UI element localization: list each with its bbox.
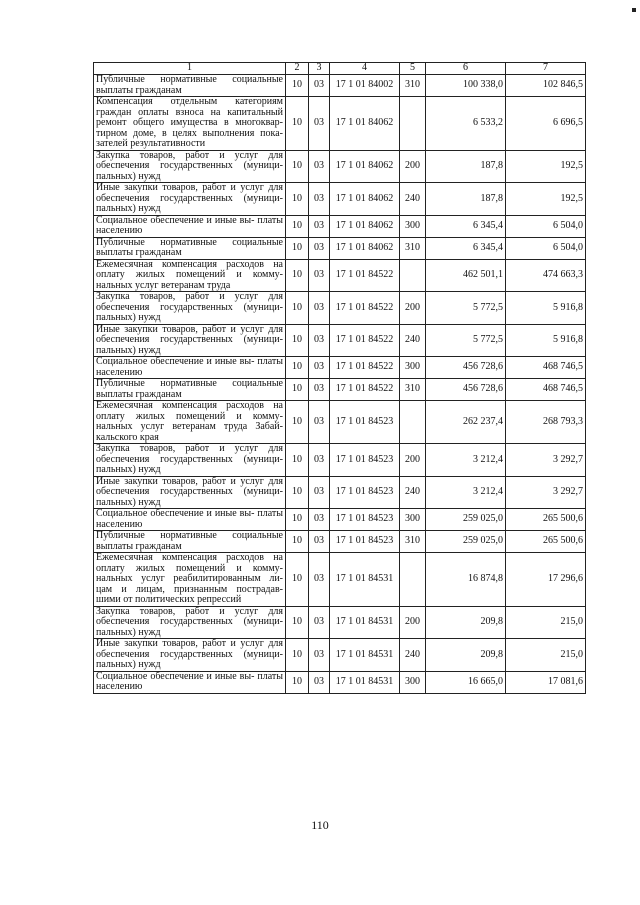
cell-amount-year-1: 187,8 [426, 183, 506, 216]
cell-amount-year-2: 468 746,5 [506, 379, 586, 401]
cell-subsection: 03 [309, 444, 330, 477]
cell-name: Закупка товаров, работ и услуг для обеспечения государственных (муници- пальных) нужд [94, 444, 286, 477]
cell-target-article: 17 1 01 84522 [330, 292, 400, 325]
cell-target-article: 17 1 01 84531 [330, 671, 400, 693]
cell-amount-year-2: 17 296,6 [506, 553, 586, 607]
cell-section: 10 [286, 606, 309, 639]
cell-subsection: 03 [309, 401, 330, 444]
cell-amount-year-2: 5 916,8 [506, 292, 586, 325]
table-body [94, 75, 586, 694]
cell-expense-type: 310 [400, 531, 426, 553]
cell-subsection: 03 [309, 237, 330, 259]
cell-target-article: 17 1 01 84522 [330, 379, 400, 401]
cell-expense-type: 240 [400, 476, 426, 509]
cell-subsection: 03 [309, 324, 330, 357]
cell-subsection: 03 [309, 476, 330, 509]
cell-amount-year-2: 102 846,5 [506, 75, 586, 97]
cell-amount-year-1: 3 212,4 [426, 476, 506, 509]
cell-subsection: 03 [309, 553, 330, 607]
cell-amount-year-2: 192,5 [506, 183, 586, 216]
cell-amount-year-1: 209,8 [426, 639, 506, 672]
col-header: 3 [309, 63, 330, 75]
cell-subsection: 03 [309, 183, 330, 216]
table-row [94, 444, 586, 477]
cell-target-article: 17 1 01 84062 [330, 150, 400, 183]
cell-subsection: 03 [309, 150, 330, 183]
table-row [94, 357, 586, 379]
cell-subsection: 03 [309, 75, 330, 97]
cell-amount-year-1: 259 025,0 [426, 531, 506, 553]
cell-name: Социальное обеспечение и иные вы- платы населению [94, 671, 286, 693]
table-row [94, 259, 586, 292]
table-row [94, 509, 586, 531]
cell-subsection: 03 [309, 671, 330, 693]
cell-section: 10 [286, 97, 309, 151]
cell-amount-year-1: 6 533,2 [426, 97, 506, 151]
cell-name: Компенсация отдельным категориям граждан оплаты взноса на капитальный ремонт общего имущества в многоквар- тирном доме, в целях выполнения пока- зателей результативности [94, 97, 286, 151]
cell-subsection: 03 [309, 215, 330, 237]
cell-name: Ежемесячная компенсация расходов на оплату жилых помещений и комму- нальных услуг ветеранам труда [94, 259, 286, 292]
cell-amount-year-2: 3 292,7 [506, 444, 586, 477]
cell-amount-year-2: 17 081,6 [506, 671, 586, 693]
cell-amount-year-2: 6 696,5 [506, 97, 586, 151]
cell-section: 10 [286, 324, 309, 357]
cell-amount-year-1: 262 237,4 [426, 401, 506, 444]
cell-target-article: 17 1 01 84062 [330, 215, 400, 237]
table-row [94, 324, 586, 357]
cell-section: 10 [286, 379, 309, 401]
cell-subsection: 03 [309, 531, 330, 553]
cell-name: Публичные нормативные социальные выплаты гражданам [94, 237, 286, 259]
col-header: 2 [286, 63, 309, 75]
cell-section: 10 [286, 292, 309, 325]
cell-amount-year-1: 456 728,6 [426, 357, 506, 379]
cell-name: Ежемесячная компенсация расходов на оплату жилых помещений и комму- нальных услуг реабилитированным ли- цам и лицам, признанным пострадав- шими от политических репрессий [94, 553, 286, 607]
cell-section: 10 [286, 237, 309, 259]
cell-name: Иные закупки товаров, работ и услуг для обеспечения государственных (муници- пальных) нужд [94, 183, 286, 216]
cell-section: 10 [286, 259, 309, 292]
table-row [94, 215, 586, 237]
cell-amount-year-1: 5 772,5 [426, 292, 506, 325]
cell-name: Ежемесячная компенсация расходов на оплату жилых помещений и комму- нальных услуг ветеранам труда Забай- кальского края [94, 401, 286, 444]
cell-amount-year-1: 6 345,4 [426, 237, 506, 259]
col-header: 4 [330, 63, 400, 75]
cell-amount-year-1: 462 501,1 [426, 259, 506, 292]
cell-expense-type: 240 [400, 183, 426, 216]
cell-amount-year-1: 100 338,0 [426, 75, 506, 97]
cell-expense-type: 240 [400, 324, 426, 357]
cell-amount-year-2: 6 504,0 [506, 237, 586, 259]
cell-amount-year-2: 3 292,7 [506, 476, 586, 509]
cell-name: Социальное обеспечение и иные вы- платы населению [94, 215, 286, 237]
cell-expense-type: 310 [400, 237, 426, 259]
col-header: 7 [506, 63, 586, 75]
col-header: 6 [426, 63, 506, 75]
cell-name: Социальное обеспечение и иные вы- платы населению [94, 357, 286, 379]
table-row [94, 476, 586, 509]
cell-section: 10 [286, 75, 309, 97]
cell-target-article: 17 1 01 84523 [330, 444, 400, 477]
cell-target-article: 17 1 01 84002 [330, 75, 400, 97]
cell-section: 10 [286, 357, 309, 379]
cell-amount-year-1: 187,8 [426, 150, 506, 183]
table-row [94, 183, 586, 216]
scan-artifact-dot [632, 8, 636, 12]
col-header: 5 [400, 63, 426, 75]
cell-amount-year-1: 3 212,4 [426, 444, 506, 477]
cell-section: 10 [286, 215, 309, 237]
cell-expense-type [400, 401, 426, 444]
table-row [94, 671, 586, 693]
cell-expense-type: 300 [400, 357, 426, 379]
cell-amount-year-1: 456 728,6 [426, 379, 506, 401]
cell-target-article: 17 1 01 84522 [330, 259, 400, 292]
cell-section: 10 [286, 444, 309, 477]
cell-section: 10 [286, 476, 309, 509]
cell-name: Закупка товаров, работ и услуг для обеспечения государственных (муници- пальных) нужд [94, 292, 286, 325]
cell-expense-type: 200 [400, 444, 426, 477]
cell-subsection: 03 [309, 379, 330, 401]
table-row [94, 639, 586, 672]
cell-amount-year-2: 268 793,3 [506, 401, 586, 444]
cell-expense-type: 240 [400, 639, 426, 672]
cell-expense-type: 300 [400, 509, 426, 531]
cell-name: Закупка товаров, работ и услуг для обеспечения государственных (муници- пальных) нужд [94, 606, 286, 639]
cell-name: Публичные нормативные социальные выплаты гражданам [94, 531, 286, 553]
cell-amount-year-1: 209,8 [426, 606, 506, 639]
cell-subsection: 03 [309, 606, 330, 639]
cell-section: 10 [286, 639, 309, 672]
cell-target-article: 17 1 01 84522 [330, 357, 400, 379]
table-row [94, 75, 586, 97]
table-row [94, 237, 586, 259]
cell-amount-year-1: 16 665,0 [426, 671, 506, 693]
cell-subsection: 03 [309, 259, 330, 292]
cell-amount-year-2: 265 500,6 [506, 531, 586, 553]
cell-target-article: 17 1 01 84062 [330, 97, 400, 151]
cell-amount-year-1: 6 345,4 [426, 215, 506, 237]
cell-expense-type: 300 [400, 671, 426, 693]
cell-expense-type [400, 553, 426, 607]
table-row [94, 150, 586, 183]
cell-expense-type: 310 [400, 75, 426, 97]
cell-expense-type: 200 [400, 606, 426, 639]
cell-amount-year-2: 468 746,5 [506, 357, 586, 379]
cell-target-article: 17 1 01 84523 [330, 401, 400, 444]
cell-target-article: 17 1 01 84062 [330, 183, 400, 216]
cell-name: Публичные нормативные социальные выплаты гражданам [94, 379, 286, 401]
cell-target-article: 17 1 01 84523 [330, 509, 400, 531]
cell-amount-year-1: 259 025,0 [426, 509, 506, 531]
table-row [94, 606, 586, 639]
cell-amount-year-1: 16 874,8 [426, 553, 506, 607]
cell-name: Закупка товаров, работ и услуг для обеспечения государственных (муници- пальных) нужд [94, 150, 286, 183]
cell-section: 10 [286, 401, 309, 444]
cell-subsection: 03 [309, 639, 330, 672]
cell-amount-year-2: 215,0 [506, 639, 586, 672]
cell-section: 10 [286, 553, 309, 607]
cell-amount-year-2: 192,5 [506, 150, 586, 183]
cell-section: 10 [286, 150, 309, 183]
cell-expense-type: 200 [400, 150, 426, 183]
cell-amount-year-2: 6 504,0 [506, 215, 586, 237]
cell-section: 10 [286, 509, 309, 531]
cell-section: 10 [286, 531, 309, 553]
table-row [94, 292, 586, 325]
cell-target-article: 17 1 01 84062 [330, 237, 400, 259]
col-header: 1 [94, 63, 286, 75]
budget-table [93, 62, 586, 694]
cell-section: 10 [286, 183, 309, 216]
cell-amount-year-1: 5 772,5 [426, 324, 506, 357]
cell-amount-year-2: 5 916,8 [506, 324, 586, 357]
table-row [94, 531, 586, 553]
cell-target-article: 17 1 01 84531 [330, 639, 400, 672]
cell-amount-year-2: 474 663,3 [506, 259, 586, 292]
table-row [94, 401, 586, 444]
table-row [94, 97, 586, 151]
cell-amount-year-2: 265 500,6 [506, 509, 586, 531]
page-number: 110 [311, 818, 329, 832]
cell-name: Иные закупки товаров, работ и услуг для обеспечения государственных (муници- пальных) нужд [94, 639, 286, 672]
cell-name: Иные закупки товаров, работ и услуг для обеспечения государственных (муници- пальных) нужд [94, 476, 286, 509]
cell-expense-type [400, 259, 426, 292]
header-row [94, 63, 586, 75]
cell-target-article: 17 1 01 84523 [330, 531, 400, 553]
cell-name: Публичные нормативные социальные выплаты гражданам [94, 75, 286, 97]
cell-expense-type: 310 [400, 379, 426, 401]
table-row [94, 553, 586, 607]
cell-subsection: 03 [309, 357, 330, 379]
cell-name: Социальное обеспечение и иные вы- платы населению [94, 509, 286, 531]
cell-name: Иные закупки товаров, работ и услуг для обеспечения государственных (муници- пальных) нужд [94, 324, 286, 357]
cell-target-article: 17 1 01 84531 [330, 553, 400, 607]
cell-expense-type [400, 97, 426, 151]
cell-expense-type: 300 [400, 215, 426, 237]
cell-subsection: 03 [309, 292, 330, 325]
cell-subsection: 03 [309, 97, 330, 151]
cell-section: 10 [286, 671, 309, 693]
cell-target-article: 17 1 01 84523 [330, 476, 400, 509]
cell-target-article: 17 1 01 84531 [330, 606, 400, 639]
cell-subsection: 03 [309, 509, 330, 531]
table-row [94, 379, 586, 401]
cell-amount-year-2: 215,0 [506, 606, 586, 639]
cell-target-article: 17 1 01 84522 [330, 324, 400, 357]
cell-expense-type: 200 [400, 292, 426, 325]
